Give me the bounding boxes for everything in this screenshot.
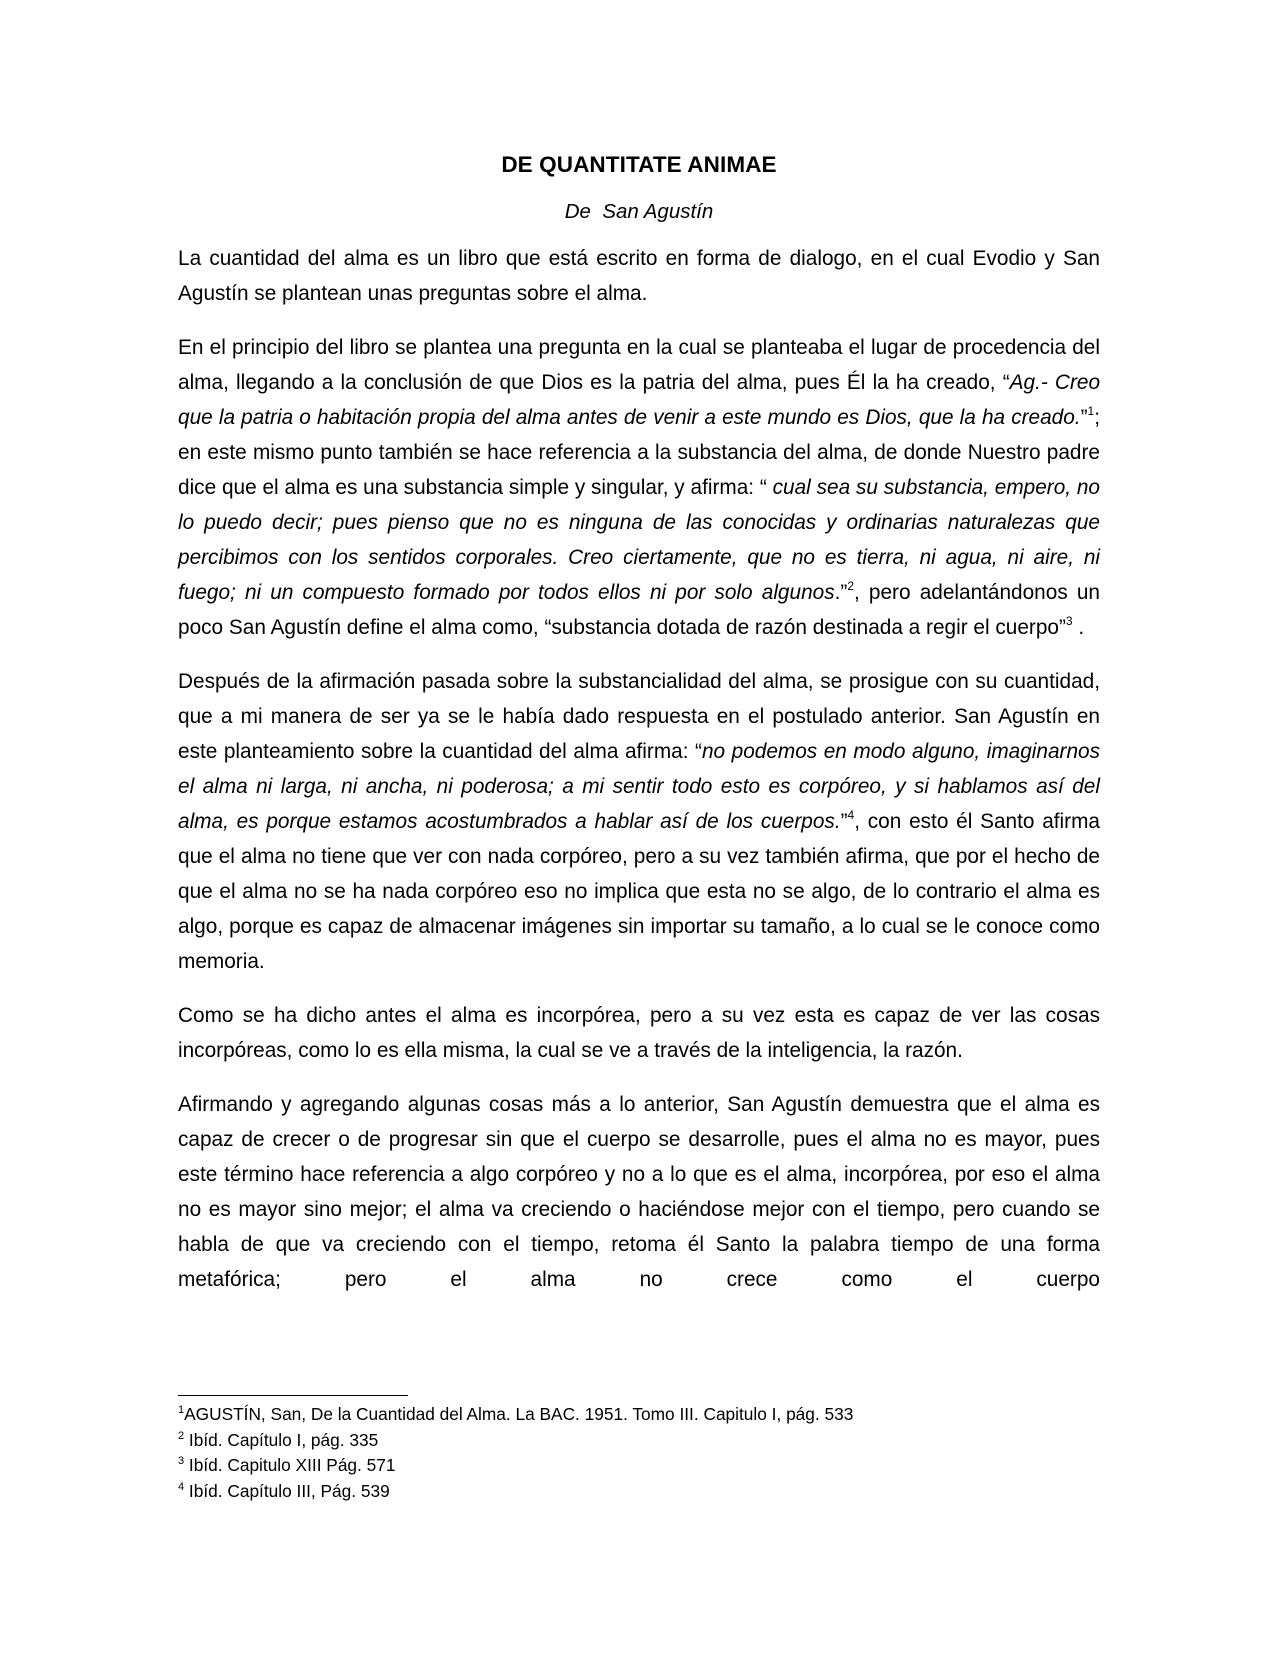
footnote bbox=[178, 1479, 1100, 1505]
paragraph bbox=[178, 1087, 1100, 1297]
footnote-text: Ibíd. Capítulo III, Pág. 539 bbox=[184, 1480, 390, 1501]
paragraph-text: La cuantidad del alma es un libro que está escrito en forma de dialogo, en el cual Evodio y San Agustín se plantean unas preguntas sobre el alma. bbox=[178, 247, 1100, 305]
footnotes-section bbox=[178, 1395, 1100, 1504]
paragraph-text: .” bbox=[834, 581, 848, 604]
paragraph-text: ” bbox=[840, 810, 848, 833]
footnote-reference: 4 bbox=[847, 808, 855, 822]
footnote bbox=[178, 1428, 1100, 1454]
footnote-text: Ibíd. Capítulo I, pág. 335 bbox=[184, 1429, 379, 1450]
paragraph-text: ; en este mismo punto también se hace referencia a la substancia del alma, de donde Nuestro padre dice que el alma es una substancia simple y singular, y afirma: “ bbox=[178, 406, 1100, 499]
footnote bbox=[178, 1402, 1100, 1428]
paragraph bbox=[178, 241, 1100, 311]
paragraph-text: En el principio del libro se plantea una pregunta en la cual se planteaba el lugar de procedencia del alma, llegando a la conclusión de que Dios es la patria del alma, pues Él la ha creado, “ bbox=[178, 336, 1100, 394]
footnote-reference: 3 bbox=[1065, 614, 1073, 628]
quotation-text: no podemos en modo alguno, imaginarnos el alma ni larga, ni ancha, ni poderosa; a mi sentir todo esto es corpóreo, y si hablamos así del alma, es porque estamos acostumbrados a hablar así de los cuerpos. bbox=[178, 740, 1101, 833]
paragraph-text: Como se ha dicho antes el alma es incorpórea, pero a su vez esta es capaz de ver las cosas incorpóreas, como lo es ella misma, la cual se ve a través de la inteligencia, la razón. bbox=[178, 1004, 1100, 1062]
paragraph-text: Afirmando y agregando algunas cosas más a lo anterior, San Agustín demuestra que el alma es capaz de crecer o de progresar sin que el cuerpo se desarrolle, pues el alma no es mayor, pues este término hace referencia a algo corpóreo y no a lo que es el alma, incorpórea, por eso el alma no es mayor sino mejor; el alma va creciendo o haciéndose mejor con el tiempo, pero cuando se habla de que va creciendo con el tiempo, retoma él Santo la palabra tiempo de una forma metafórica; pero el alma no crece como el cuerpo bbox=[178, 1093, 1100, 1291]
paragraph bbox=[178, 664, 1100, 979]
paragraph-text: Después de la afirmación pasada sobre la substancialidad del alma, se prosigue con su cuantidad, que a mi manera de ser ya se le había dado respuesta en el postulado anterior. San Agustín en este planteamiento sobre la cuantidad del alma afirma: “ bbox=[178, 670, 1100, 763]
paragraph bbox=[178, 330, 1100, 645]
footnote-text: AGUSTÍN, San, De la Cuantidad del Alma. La BAC. 1951. Tomo III. Capitulo I, pág. 533 bbox=[184, 1404, 854, 1424]
footnote-reference: 2 bbox=[847, 579, 855, 593]
paragraph bbox=[178, 998, 1100, 1068]
paragraph-text: . bbox=[1072, 616, 1085, 639]
footnote bbox=[178, 1453, 1100, 1479]
paragraph-text: , con esto él Santo afirma que el alma no tiene que ver con nada corpóreo, pero a su vez también afirma, que por el hecho de que el alma no se ha nada corpóreo eso no implica que esta no se algo, de lo contrario el alma es algo, porque es capaz de almacenar imágenes sin importar su tamaño, a lo cual se le conoce como memoria. bbox=[178, 810, 1100, 973]
document-title: DE QUANTITATE ANIMAE bbox=[501, 152, 777, 177]
paragraph-text: , pero adelantándonos un poco San Agustín define el alma como, “substancia dotada de razón destinada a regir el cuerpo” bbox=[178, 581, 1100, 639]
footnote-mark: 1 bbox=[178, 1404, 185, 1416]
footnote-mark: 2 bbox=[178, 1429, 185, 1442]
footnote-mark: 3 bbox=[178, 1455, 185, 1467]
paragraph-text: ” bbox=[1080, 406, 1088, 429]
document-body bbox=[178, 150, 1100, 1297]
footnote-text: Ibíd. Capitulo XIII Pág. 571 bbox=[184, 1455, 396, 1475]
footnote-separator bbox=[178, 1395, 408, 1396]
footnote-mark: 4 bbox=[178, 1480, 185, 1493]
document-subtitle: De San Agustín bbox=[564, 200, 714, 223]
quotation-text: Ag.- Creo que la patria o habitación propia del alma antes de venir a este mundo es Dios, que la ha creado. bbox=[178, 371, 1101, 429]
footnote-reference: 1 bbox=[1087, 404, 1095, 418]
quotation-text: cual sea su substancia, empero, no lo puedo decir; pues pienso que no es ninguna de las conocidas y ordinarias naturalezas que percibimos con los sentidos corporales. Creo ciertamente, que no es tierra, ni agua, ni aire, ni fuego; ni un compuesto formado por todos ellos ni por solo algunos bbox=[178, 476, 1100, 604]
